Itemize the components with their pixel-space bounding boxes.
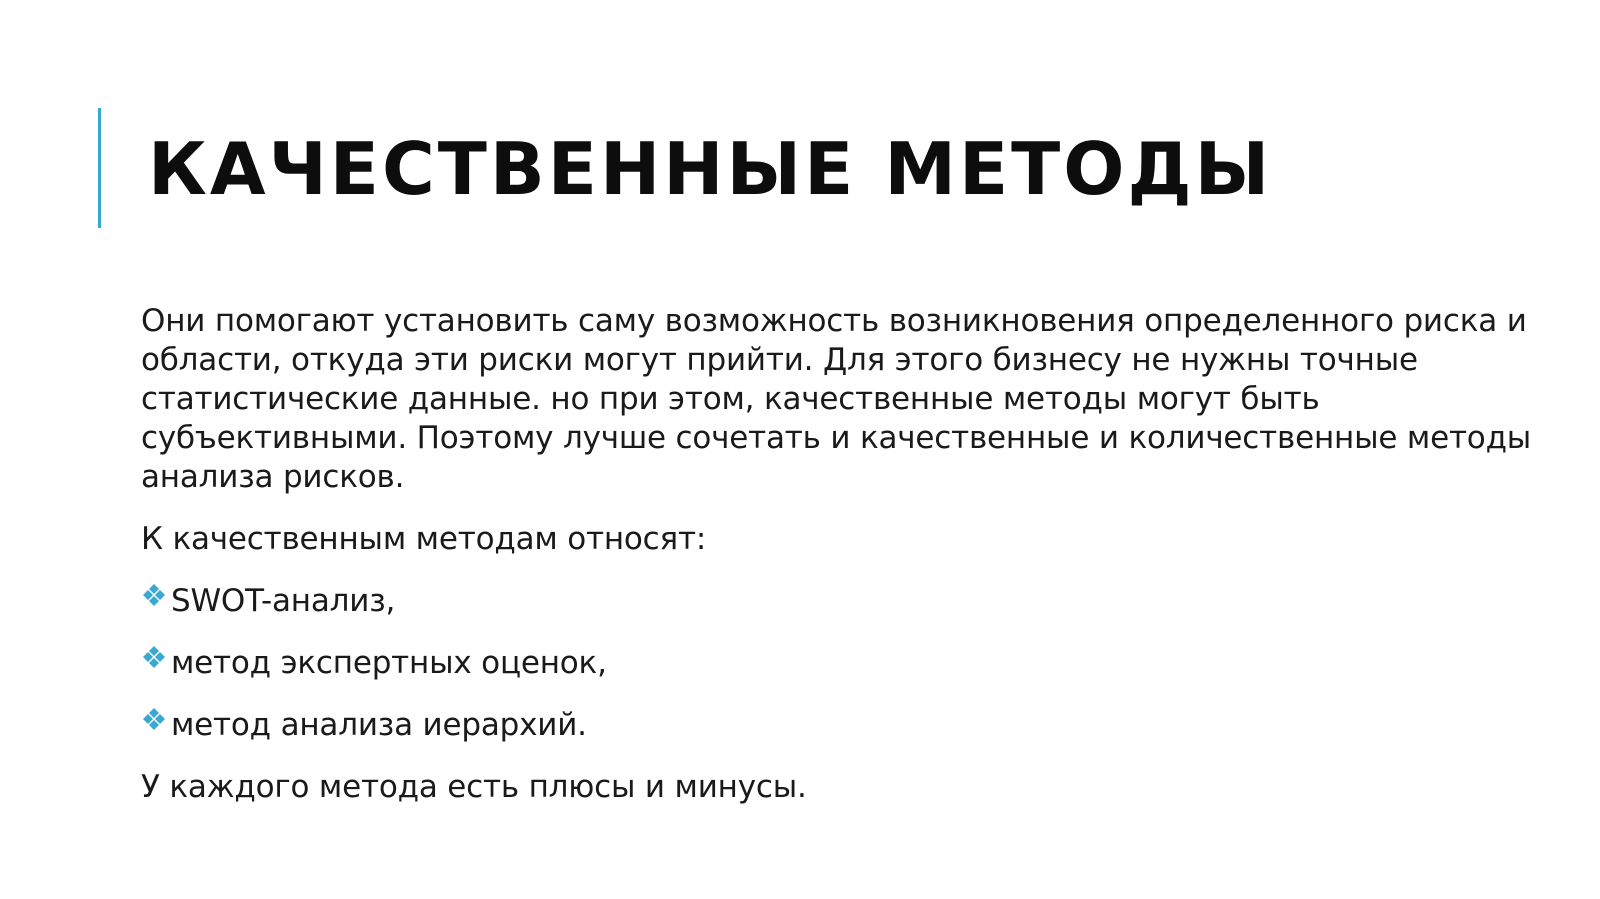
bullet-text: SWOT-анализ,	[171, 583, 396, 619]
slide-title: КАЧЕСТВЕННЫЕ МЕТОДЫ	[148, 127, 1273, 211]
diamond-cluster-icon	[141, 706, 171, 736]
title-accent-bar	[98, 108, 101, 228]
bullet-text: метод экспертных оценок,	[171, 645, 607, 681]
diamond-cluster-icon	[141, 644, 171, 674]
diamond-cluster-icon	[141, 582, 171, 612]
closing-paragraph: У каждого метода есть плюсы и минусы.	[141, 769, 807, 805]
intro-paragraph: Они помогают установить саму возможность возникновения определенного риска и области, откуда эти риски могут прийти. Для этого бизнесу не нужны точные статистические данные. но при этом, качественные методы могут быть субъективными. Поэтому лучше сочетать и качественные и количественные методы анализа рисков.	[141, 303, 1532, 495]
bullet-item	[141, 706, 1561, 745]
slide-body	[141, 302, 1561, 830]
bullet-item	[141, 582, 1561, 621]
bullet-item	[141, 644, 1561, 683]
list-heading: К качественным методам относят:	[141, 521, 707, 557]
bullet-text: метод анализа иерархий.	[171, 707, 587, 743]
